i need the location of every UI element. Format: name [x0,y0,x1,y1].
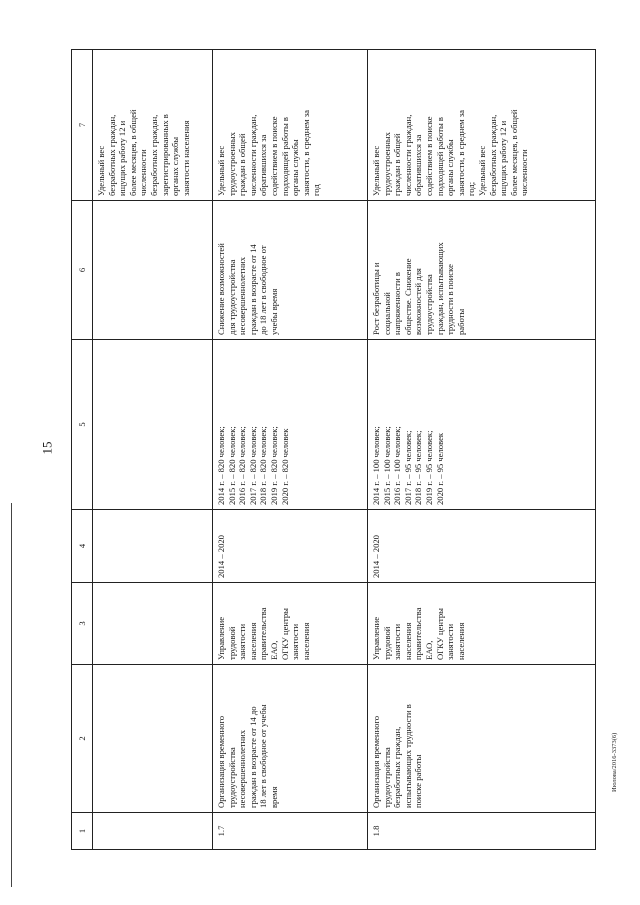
activity-name-cell: Организация временного трудоустройства безработных граждан, испытывающих трудности в поиске работы [368,665,596,813]
row-number-cell: 1.8 [368,813,596,850]
table-row [93,50,213,850]
period-cell: 2014 – 2020 [213,510,368,583]
result-cell [93,201,213,340]
indicator-cell: Удельный вес безработных граждан, ищущих работу 12 и более месяцев, в общей численности безработных граждан, зарегистрированных в органах службы занятости населения [93,50,213,201]
result-cell: Снижение возможностей для трудоустройства несовершеннолетних граждан в возрасте от 14 до 18 лет в свободное от учебы время [213,201,368,340]
result-cell: Рост безработицы и социальной напряженности в обществе. Снижение возможностей для трудоустройства граждан, испытывающих трудности в поиске работы [368,201,596,340]
volume-cell: 2014 г. – 100 человек; 2015 г. – 100 человек; 2016 г. – 100 человек; 2017 г. – 95 человек; 2018 г. – 95 человек; 2019 г. – 95 человек; 2020 г. – 95 человек [368,340,596,510]
page-number: 15 [39,441,55,455]
margin-rule [11,503,12,887]
volume-cell [93,340,213,510]
column-header: 1 [72,813,93,850]
executor-cell: Управление трудовой занятости населения правительства ЕАО, ОГКУ центры занятости населения [213,583,368,665]
column-header: 7 [72,50,93,201]
volume-cell: 2014 г. – 820 человек; 2015 г. – 820 человек; 2016 г. – 820 человек; 2017 г. – 820 человек; 2018 г. – 820 человек; 2019 г. – 820 человек; 2020 г. – 820 человек [213,340,368,510]
activity-name-cell: Организация временного трудоустройства несовершеннолетних граждан в возрасте от 14 до 18 лет в свободное от учебы время [213,665,368,813]
column-header: 3 [72,583,93,665]
column-header: 4 [72,510,93,583]
table-row [368,50,596,850]
column-header: 6 [72,201,93,340]
indicator-cell: Удельный вес трудоустроенных граждан в общей численности граждан, обратившихся за содействием в поиске подходящей работы в органы службы занятости, в среднем за год; Удельный вес безработных граждан, ищущих работу 12 и более месяцев, в общей численности [368,50,596,201]
table-row [213,50,368,850]
program-table [71,49,596,850]
column-header: 2 [72,665,93,813]
period-cell: 2014 – 2020 [368,510,596,583]
header-row [72,50,93,850]
indicator-cell: Удельный вес трудоустроенных граждан в общей численности граждан, обратившихся за содействием в поиске подходящей работы в органы службы занятости, в среднем за год [213,50,368,201]
executor-cell [93,583,213,665]
activity-name-cell [93,665,213,813]
row-number-cell: 1.7 [213,813,368,850]
rotated-table-container [71,50,596,850]
column-header: 5 [72,340,93,510]
row-number-cell [93,813,213,850]
period-cell [93,510,213,583]
footer-code: Июлова/2016-3373(6) [611,732,618,792]
executor-cell: Управление трудовой занятости населения правительства ЕАО, ОГКУ центры занятости населения [368,583,596,665]
